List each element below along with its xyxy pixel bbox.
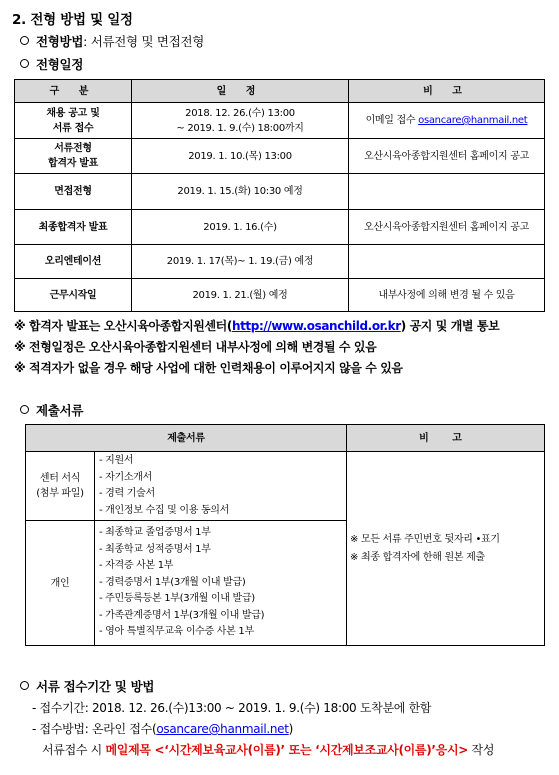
row-note xyxy=(349,174,545,210)
circle-bullet-icon xyxy=(20,36,29,45)
schedule-header-row xyxy=(15,80,545,103)
apply-email-link[interactable]: osancare@hanmail.net xyxy=(156,722,289,736)
header-docs: 제출서류 xyxy=(26,425,347,452)
row-item: 서류전형 합격자 발표 xyxy=(15,139,132,174)
table-row xyxy=(15,279,545,312)
list-item: - 가족관계증명서 1부(3개월 이내 발급) xyxy=(99,609,265,621)
email-subject-format: 메일제목 <‘시간제보육교사(이름)’ 또는 ‘시간제보조교사(이름)’응시> xyxy=(105,743,469,757)
list-item: - 자기소개서 xyxy=(99,471,152,483)
header-remarks: 비 고 xyxy=(347,425,545,452)
note-no-hire: ※ 적격자가 없을 경우 해당 사업에 대한 인력채용이 이루어지지 않을 수 있음 xyxy=(14,361,403,375)
method-value: 서류전형 및 면접전형 xyxy=(87,34,205,49)
list-item: - 경력 기술서 xyxy=(99,488,155,499)
circle-bullet-icon xyxy=(20,59,29,68)
list-item: - 최종학교 졸업증명서 1부 xyxy=(99,527,211,538)
table-row xyxy=(15,245,545,279)
row-note: 내부사정에 의해 변경 될 수 있음 xyxy=(349,279,545,312)
email-link[interactable]: osancare@hanmail.net xyxy=(418,115,528,126)
table-row xyxy=(15,174,545,210)
email-subject-line: 서류접수 시 메일제목 <‘시간제보육교사(이름)’ 또는 ‘시간제보조교사(이름)’응시> 작성 xyxy=(42,743,495,757)
list-item: - 최종학교 성적증명서 1부 xyxy=(99,543,211,555)
list-item: - 지원서 xyxy=(99,455,134,466)
remark-original: ※ 최종 합격자에 한해 원본 제출 xyxy=(350,551,485,563)
documents-table xyxy=(25,424,545,646)
method-line: - 접수방법: 온라인 접수(osancare@hanmail.net) xyxy=(32,722,294,736)
table-row xyxy=(26,452,545,521)
schedule-notes xyxy=(14,316,499,379)
table-row xyxy=(15,103,545,139)
list-item: - 주민등록등본 1부(3개월 이내 발급) xyxy=(99,593,255,604)
row-date: 2019. 1. 15.(화) 10:30 예정 xyxy=(132,174,349,210)
circle-bullet-icon xyxy=(20,681,29,690)
circle-bullet-icon xyxy=(20,405,29,414)
header-date: 일 정 xyxy=(132,80,349,103)
row-item: 최종합격자 발표 xyxy=(15,210,132,245)
method-label: 전형방법 xyxy=(36,34,84,49)
row-note: 이메일 접수 osancare@hanmail.net xyxy=(349,103,545,139)
row-date: 2019. 1. 21.(월) 예정 xyxy=(132,279,349,312)
homepage-link[interactable]: http://www.osanchild.or.kr xyxy=(231,319,401,333)
docs-header-row xyxy=(26,425,545,452)
period-label: 서류 접수기간 및 방법 xyxy=(36,679,155,694)
center-form-list xyxy=(95,452,347,521)
docs-bullet xyxy=(20,401,83,419)
row-note: 오산시육아종합지원센터 홈페이지 공고 xyxy=(349,139,545,174)
schedule-bullet xyxy=(20,55,83,73)
note-announcement: ※ 합격자 발표는 오산시육아종합지원센터(http://www.osanchild.or.kr) 공지 및 개별 통보 xyxy=(14,319,500,333)
row-date: 2019. 1. 10.(목) 13:00 xyxy=(132,139,349,174)
schedule-label: 전형일정 xyxy=(36,57,84,72)
remark-mask-id: ※ 모든 서류 주민번호 뒷자리 •표기 xyxy=(350,533,500,545)
schedule-table xyxy=(14,79,545,312)
row-date: 2019. 1. 16.(수) xyxy=(132,210,349,245)
row-item: 면접전형 xyxy=(15,174,132,210)
list-item: - 영아 특별직무교육 이수증 사본 1부 xyxy=(99,626,254,637)
table-row xyxy=(15,139,545,174)
list-item: - 자격증 사본 1부 xyxy=(99,560,174,571)
row-date: 2018. 12. 26.(수) 13:00 ~ 2019. 1. 9.(수) 18:00까지 xyxy=(132,103,349,139)
row-note: 오산시육아종합지원센터 홈페이지 공고 xyxy=(349,210,545,245)
period-line: - 접수기간: 2018. 12. 26.(수)13:00 ~ 2019. 1. 9.(수) 18:00 도착분에 한함 xyxy=(32,701,432,715)
list-item: - 경력증명서 1부(3개월 이내 발급) xyxy=(99,576,246,588)
personal-label: 개인 xyxy=(26,521,95,646)
center-form-label: 센터 서식 (첨부 파일) xyxy=(26,452,95,521)
section-title: 2. 전형 방법 및 일정 xyxy=(12,12,133,28)
docs-remarks xyxy=(347,452,545,646)
row-note xyxy=(349,245,545,279)
note-schedule-change: ※ 전형일정은 오산시육아종합지원센터 내부사정에 의해 변경될 수 있음 xyxy=(14,340,377,354)
method-sep: : xyxy=(83,34,88,49)
row-date: 2019. 1. 17(목)~ 1. 19.(금) 예정 xyxy=(132,245,349,279)
table-row xyxy=(15,210,545,245)
header-item: 구 분 xyxy=(15,80,132,103)
period-bullet xyxy=(20,677,154,695)
personal-doc-list xyxy=(95,521,347,646)
row-item: 채용 공고 및 서류 접수 xyxy=(15,103,132,139)
header-note: 비 고 xyxy=(349,80,545,103)
row-item: 오리엔테이션 xyxy=(15,245,132,279)
list-item: - 개인정보 수집 및 이용 동의서 xyxy=(99,504,230,516)
row-item: 근무시작일 xyxy=(15,279,132,312)
docs-label: 제출서류 xyxy=(36,403,84,418)
method-bullet xyxy=(20,32,204,50)
